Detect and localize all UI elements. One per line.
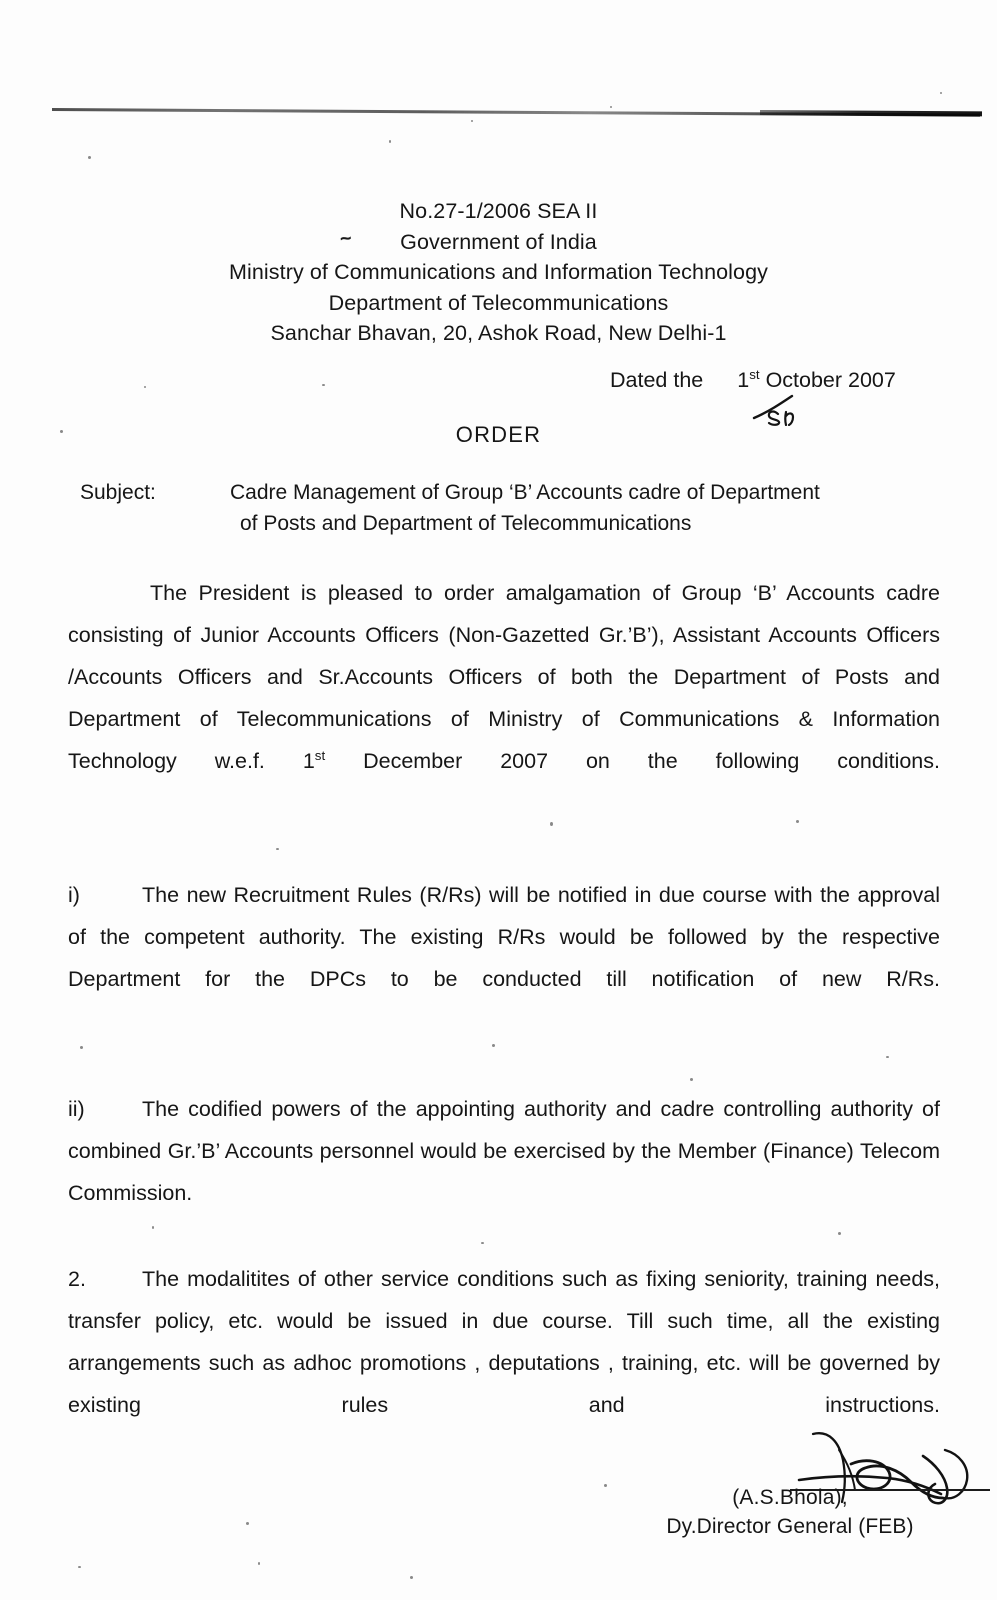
december-ordinal-suffix: st [314, 747, 326, 763]
subject-block [80, 478, 960, 539]
order-heading: ORDER [455, 422, 542, 447]
scan-speckle [886, 1056, 889, 1058]
subject-label: Subject: [80, 481, 156, 504]
signatory-name: (A.S.Bhola), [732, 1486, 848, 1509]
opening-paragraph-part1: The President is pleased to order amalgamation of Group ‘B’ Accounts cadre consisting of Junior Accounts Officers (Non-Gazetted Gr.’B’), Assistant Accounts Officers /Accounts Officers and Sr.Accounts Officers of both the Department of Posts and Department of Telecommunications of Ministry of Communications & Information Technology w.e.f. 1 [68, 581, 940, 773]
scan-speckle [940, 92, 942, 94]
ink-tilde-mark: ~ [338, 227, 354, 251]
clause-ii-text: The codified powers of the appointing authority and cadre controlling authority of combined Gr.’B’ Accounts personnel would be exercised by the Member (Finance) Telecom Commission. [68, 1097, 940, 1205]
opening-paragraph-part2: December 2007 on the following conditions. [325, 749, 940, 773]
scan-speckle [610, 106, 612, 108]
scan-speckle [88, 156, 91, 159]
date-ordinal-suffix: st [749, 366, 760, 382]
ministry-name: Ministry of Communications and Information Technology [228, 260, 769, 285]
scan-speckle [80, 1046, 83, 1049]
office-address: Sanchar Bhavan, 20, Ashok Road, New Delhi-1 [270, 321, 727, 346]
signatory-designation: Dy.Director General (FEB) [666, 1514, 914, 1538]
subject-line-1: Cadre Management of Group ‘B’ Accounts cadre of Department [230, 481, 820, 504]
scan-speckle [246, 1522, 249, 1525]
scan-speckle [322, 384, 325, 386]
scan-speckle [690, 1078, 693, 1081]
scan-speckle [410, 1576, 413, 1579]
date-line [610, 368, 896, 393]
opening-paragraph [68, 572, 940, 824]
scan-speckle [492, 1044, 495, 1047]
scan-speckle [144, 386, 146, 388]
clause-ii [68, 1088, 940, 1256]
clause-2 [68, 1258, 940, 1468]
clause-2-text: The modalitites of other service conditions such as fixing seniority, training needs, transfer policy, etc. would be issued in due course. Till such time, all the existing arrangements such as adhoc promotions , deputations , training, etc. will be governed by existing rules and instructions. [68, 1267, 940, 1417]
clause-ii-marker: ii) [68, 1097, 85, 1121]
subject-text [230, 478, 942, 539]
date-month-year: October 2007 [765, 368, 896, 392]
clause-i-text: The new Recruitment Rules (R/Rs) will be notified in due course with the approval of the competent authority. The existing R/Rs would be followed by the respective Department for the DPCs to be conducted till notification of new R/Rs. [68, 883, 940, 991]
clause-i [68, 874, 940, 1042]
clause-i-marker: i) [68, 883, 80, 907]
scan-speckle [276, 848, 279, 850]
clause-2-marker: 2. [68, 1267, 86, 1291]
government-name: Government of India [400, 229, 597, 254]
scan-speckle [258, 1562, 260, 1565]
scan-speckle [471, 120, 473, 122]
dated-the-label: Dated the [610, 368, 704, 392]
subject-line-2: of Posts and Department of Telecommunications [240, 511, 692, 535]
document-header [0, 196, 997, 349]
handwritten-date-correction [752, 392, 822, 426]
department-name: Department of Telecommunications [328, 290, 669, 315]
date-day: 1 [737, 368, 750, 392]
scan-speckle [78, 1566, 81, 1568]
signature-block [600, 1484, 980, 1542]
reference-number: No.27-1/2006 SEA II [399, 199, 598, 223]
scan-speckle [389, 140, 391, 143]
